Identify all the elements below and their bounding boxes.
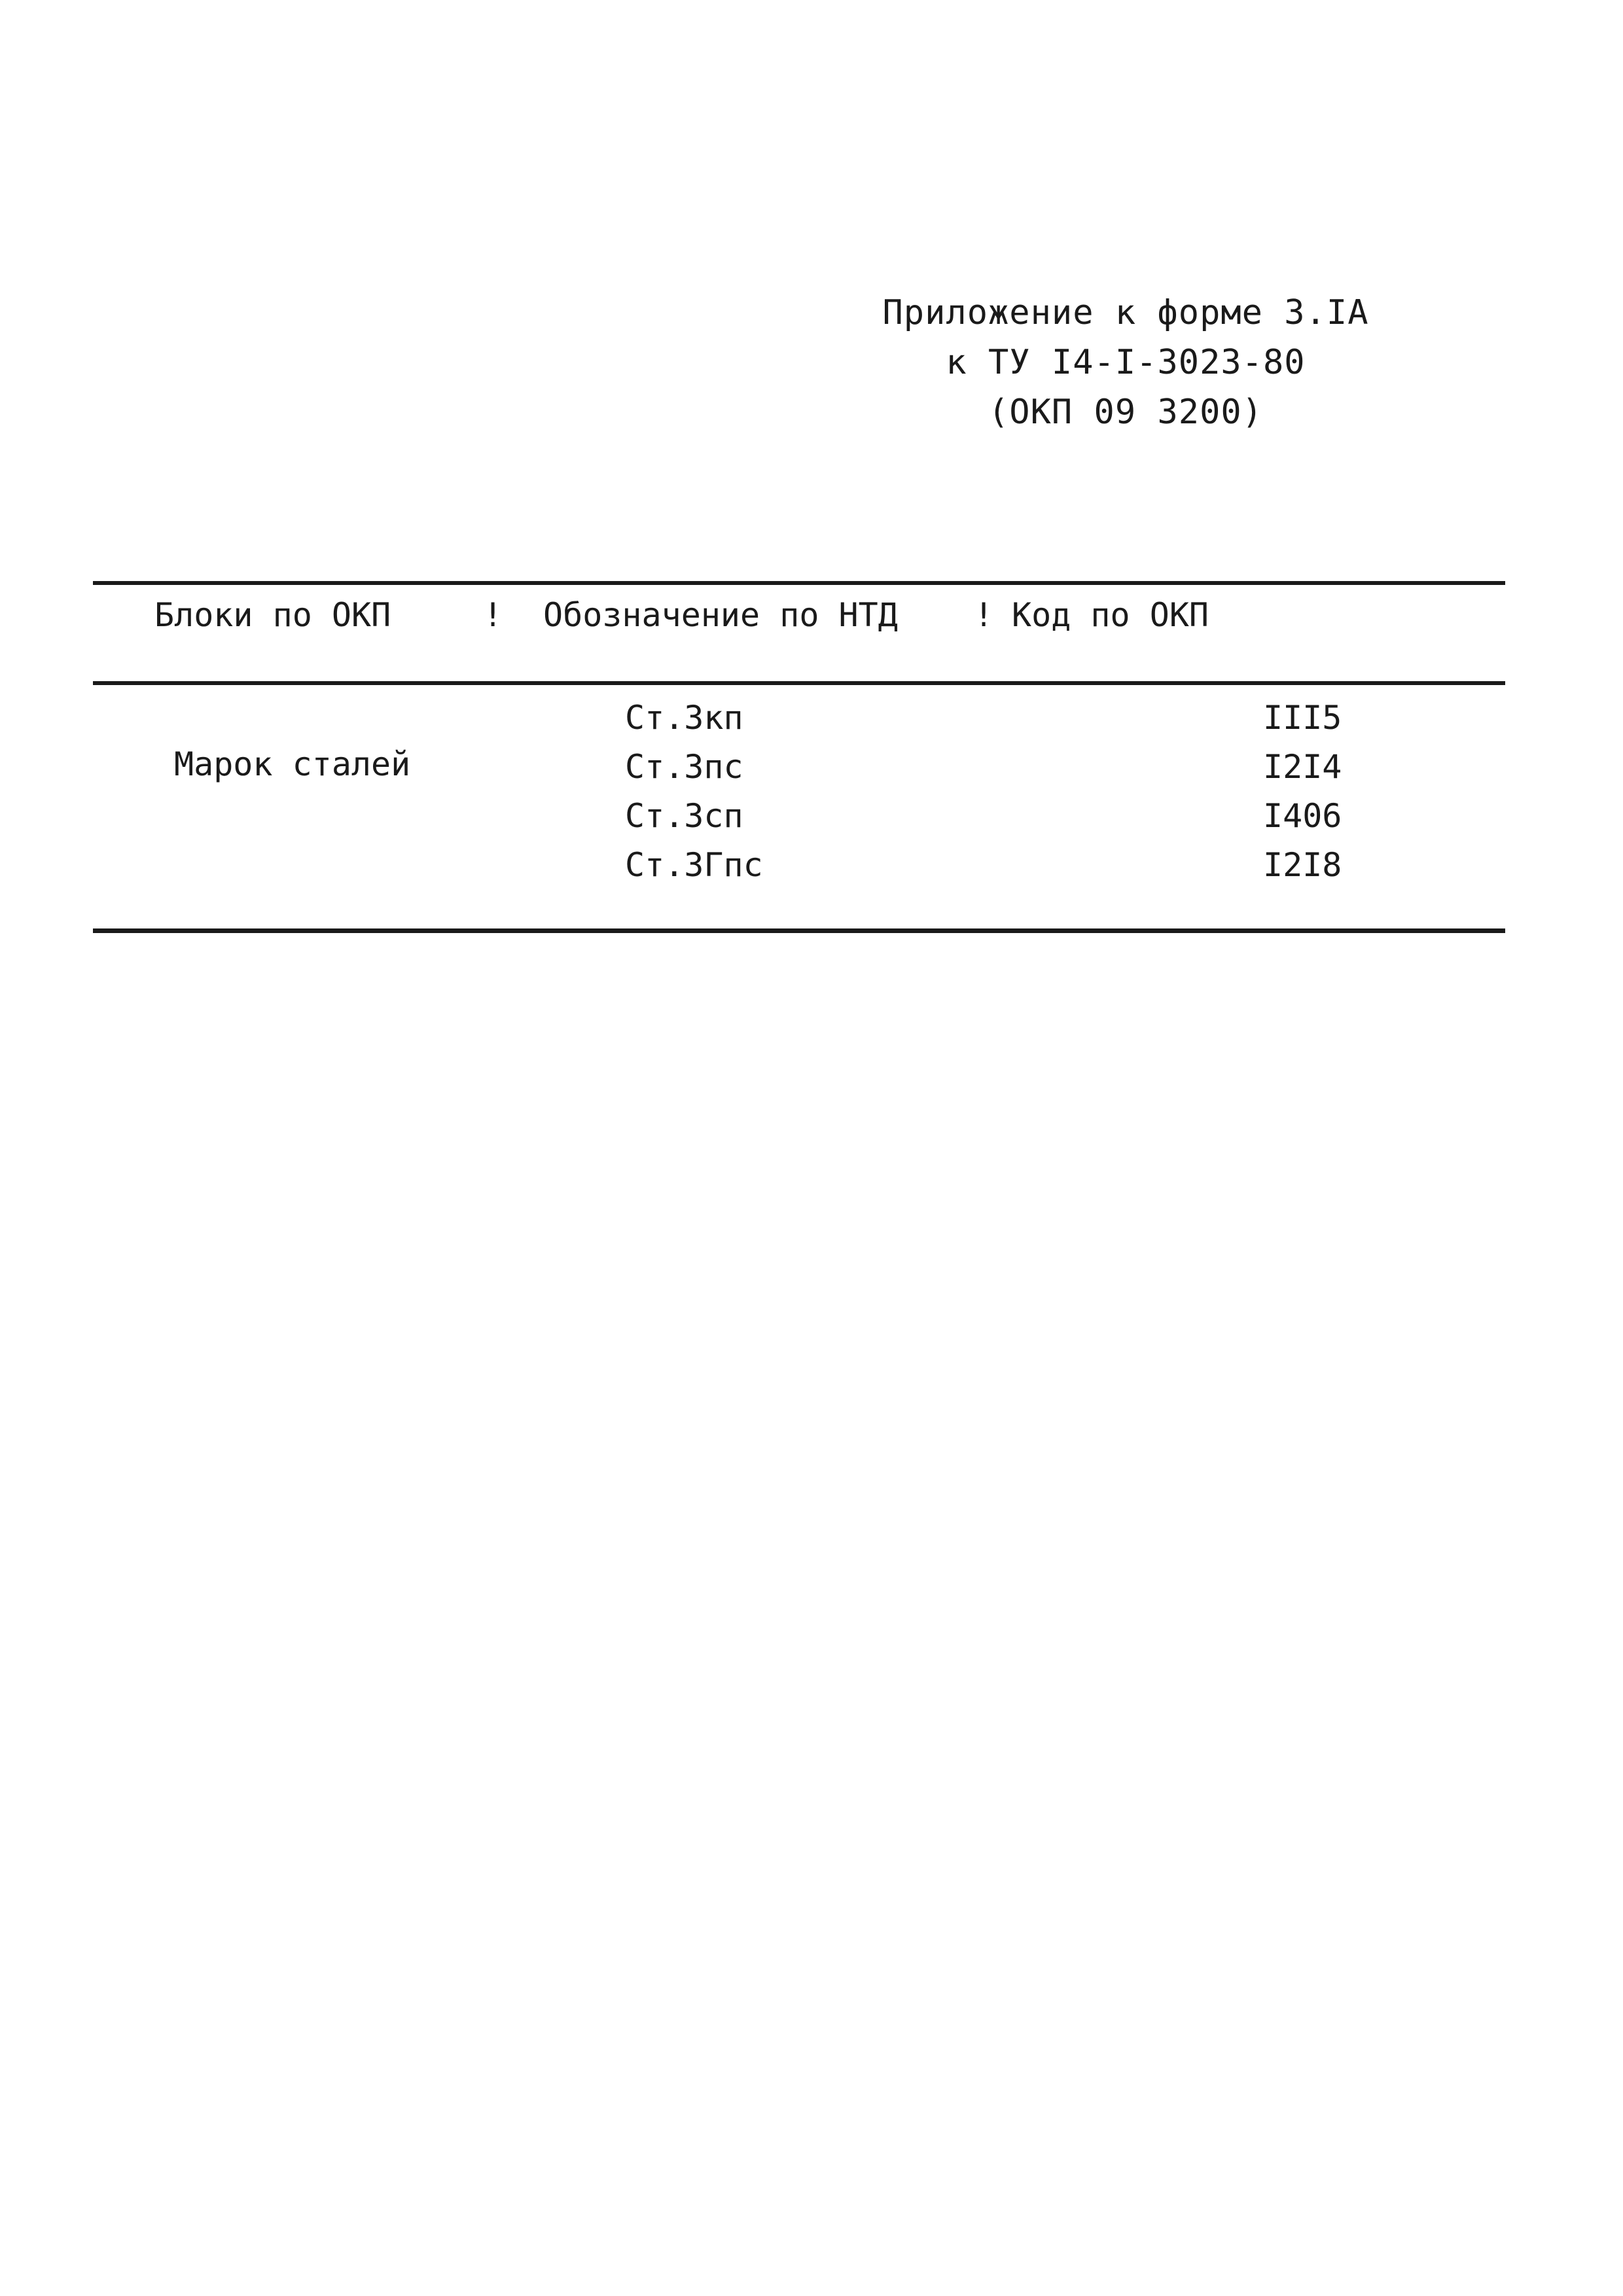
designation-cell: Ст.3кп — [625, 699, 743, 737]
table-bottom-rule — [93, 928, 1505, 933]
code-cell: I406 — [1263, 797, 1342, 835]
code-cell: III5 — [1263, 699, 1342, 737]
designation-cell: Ст.3Гпс — [625, 846, 763, 884]
okp-reference: (ОКП 09 3200) — [988, 393, 1263, 432]
column-header-blocks: Блоки по ОКП — [154, 596, 391, 634]
table-header-rule — [93, 681, 1505, 685]
designation-cell: Ст.3сп — [625, 797, 743, 835]
block-name-cell: Марок сталей — [174, 745, 411, 783]
column-separator: ! — [974, 596, 994, 634]
table-row — [0, 792, 1623, 841]
code-cell: I2I4 — [1263, 748, 1342, 786]
column-header-code: Код по ОКП — [1012, 596, 1209, 634]
table-top-rule — [93, 581, 1505, 585]
column-header-designation: Обозначение по НТД — [543, 596, 898, 634]
designation-cell: Ст.3пс — [625, 748, 743, 786]
appendix-title: Приложение к форме 3.IA — [882, 293, 1369, 332]
table-row — [0, 694, 1623, 743]
tu-reference: к ТУ I4-I-3023-80 — [946, 343, 1306, 382]
table-row — [0, 743, 1623, 792]
column-separator: ! — [483, 596, 503, 634]
code-cell: I2I8 — [1263, 846, 1342, 884]
appendix-header — [877, 288, 1374, 437]
table-row — [0, 841, 1623, 890]
table-body — [0, 694, 1623, 890]
